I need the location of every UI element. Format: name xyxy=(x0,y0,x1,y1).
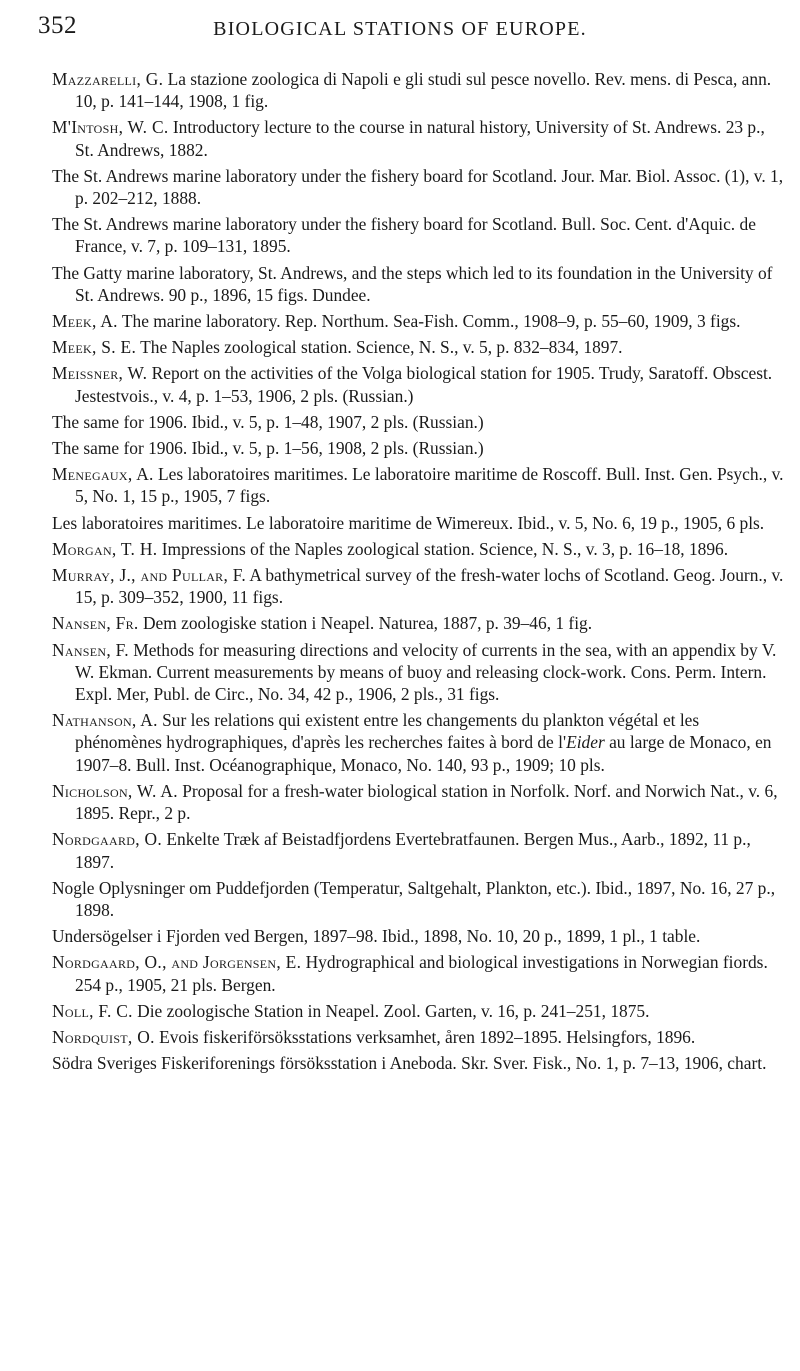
bibliography-entry xyxy=(52,437,787,459)
bibliography-entry xyxy=(52,639,787,706)
entry-text: Les laboratoires maritimes. Le laboratoire maritime de Wimereux. Ibid., v. 5, No. 6, 19 p., 1905, 6 pls. xyxy=(52,512,765,533)
bibliography-entry xyxy=(52,709,787,776)
entry-author: Meissner, W. xyxy=(52,363,148,384)
bibliography-entry xyxy=(52,1052,787,1074)
entry-text: Proposal for a fresh-water biological station in Norfolk. Norf. and Norwich Nat., v. 6, 1895. Repr., 2 p. xyxy=(75,780,778,824)
bibliography-entry xyxy=(52,116,787,160)
bibliography-entry xyxy=(52,68,787,112)
entry-author: Nordgaard, O., and Jorgensen, E. xyxy=(52,952,302,973)
entry-text: Dem zoologiske station i Neapel. Naturea, 1887, p. 39–46, 1 fig. xyxy=(138,613,593,634)
bibliography-entry xyxy=(52,564,787,608)
entry-text: The same for 1906. Ibid., v. 5, p. 1–56, 1908, 2 pls. (Russian.) xyxy=(52,438,484,459)
entry-text: Hydrographical and biological investigations in Norwegian fiords. 254 p., 1905, 21 pls. Bergen. xyxy=(75,952,768,995)
entry-text: The Gatty marine laboratory, St. Andrews, and the steps which led to its foundation in the University of St. Andrews. 90 p., 1896, 15 figs. Dundee. xyxy=(52,262,773,305)
bibliography-entry xyxy=(52,538,787,560)
entry-text: Die zoologische Station in Neapel. Zool. Garten, v. 16, p. 241–251, 1875. xyxy=(132,1000,650,1021)
entry-text: Undersögelser i Fjorden ved Bergen, 1897–98. Ibid., 1898, No. 10, 20 p., 1899, 1 pl., 1 table. xyxy=(52,926,701,947)
entry-text: The marine laboratory. Rep. Northum. Sea-Fish. Comm., 1908–9, p. 55–60, 1909, 3 figs. xyxy=(117,311,741,332)
entry-author: Nordquist, O. xyxy=(52,1026,155,1047)
bibliography-entry xyxy=(52,925,787,947)
entry-author: Nathanson, A. xyxy=(52,710,158,731)
entry-author: Nicholson, W. A. xyxy=(52,780,178,801)
entry-text: The Naples zoological station. Science, N. S., v. 5, p. 832–834, 1897. xyxy=(136,337,623,358)
entry-author: Nansen, F. xyxy=(52,639,129,660)
bibliography-entry xyxy=(52,828,787,872)
entry-text: The same for 1906. Ibid., v. 5, p. 1–48, 1907, 2 pls. (Russian.) xyxy=(52,411,484,432)
bibliography-entry xyxy=(52,463,787,507)
entry-italic-text: Eider xyxy=(566,732,605,753)
entry-author: M'Intosh, W. C. xyxy=(52,117,169,138)
bibliography-entry xyxy=(52,362,787,406)
entry-author: Nansen, Fr. xyxy=(52,613,139,634)
page-number: 352 xyxy=(38,12,77,39)
bibliography-entry xyxy=(52,951,787,995)
entry-text: Södra Sveriges Fiskeriforenings försöksstation i Aneboda. Skr. Sver. Fisk., No. 1, p. 7–13, 1906, chart. xyxy=(52,1053,767,1074)
entry-author: Noll, F. C. xyxy=(52,1000,133,1021)
bibliography-entry xyxy=(52,213,787,257)
entry-text-continued: au large de Monaco, en 1907–8. Bull. Inst. Océanographique, Monaco, No. 140, 93 p., 1909; 10 pls. xyxy=(75,732,772,775)
entry-text: Evois fiskeriförsöksstations verksamhet, åren 1892–1895. Helsingfors, 1896. xyxy=(154,1026,696,1047)
bibliography-entry xyxy=(52,336,787,358)
entry-author: Mazzarelli, G. xyxy=(52,69,164,89)
entry-text: Sur les relations qui existent entre les changements du plankton végétal et les phénomènes hydrographiques, d'après les recherches faites à bord de l' xyxy=(75,710,700,753)
bibliography-entry xyxy=(52,411,787,433)
entry-author: Morgan, T. H. xyxy=(52,538,158,559)
entry-author: Menegaux, A. xyxy=(52,464,154,485)
bibliography-entry xyxy=(52,165,787,209)
bibliography-entry xyxy=(52,877,787,921)
bibliography-entry xyxy=(52,612,787,634)
entry-text: A bathymetrical survey of the fresh-water lochs of Scotland. Geog. Journ., v. 15, p. 309–352, 1900, 11 figs. xyxy=(75,565,784,608)
entry-author: Meek, S. E. xyxy=(52,337,137,358)
entry-text: Report on the activities of the Volga biological station for 1905. Trudy, Saratoff. Obscest. Jestestvois., v. 4, p. 1–53, 1906, 2 pls. (Russian.) xyxy=(75,363,773,406)
running-head: BIOLOGICAL STATIONS OF EUROPE. xyxy=(213,18,587,40)
bibliography-entry xyxy=(52,780,787,824)
entry-author: Meek, A. xyxy=(52,311,118,332)
entry-author: Nordgaard, O. xyxy=(52,829,163,850)
entry-text: Enkelte Træk af Beistadfjordens Evertebratfaunen. Bergen Mus., Aarb., 1892, 11 p., 1897. xyxy=(75,829,751,872)
bibliography-entry xyxy=(52,1026,787,1048)
entry-text: Methods for measuring directions and velocity of currents in the sea, with an appendix by V. W. Ekman. Current measurements by means of buoy and releasing clock-work. Cons. Perm. Intern. Expl. Mer, Publ. de Circ., No. 34, 42 p., 1906, 2 pls., 31 figs. xyxy=(75,639,777,705)
entry-text: Impressions of the Naples zoological station. Science, N. S., v. 3, p. 16–18, 1896. xyxy=(157,538,729,559)
entry-text: Nogle Oplysninger om Puddefjorden (Temperatur, Saltgehalt, Plankton, etc.). Ibid., 1897, No. 16, 27 p., 1898. xyxy=(52,877,776,920)
entry-text: The St. Andrews marine laboratory under the fishery board for Scotland. Bull. Soc. Cent. d'Aquic. de France, v. 7, p. 109–131, 1895. xyxy=(52,214,756,257)
bibliography-entry xyxy=(52,262,787,306)
bibliography-entry xyxy=(52,310,787,332)
entry-author: Murray, J., and Pullar, F. xyxy=(52,565,247,586)
entry-text: La stazione zoologica di Napoli e gli studi sul pesce novello. Rev. mens. di Pesca, ann. 10, p. 141–144, 1908, 1 fig. xyxy=(75,69,772,112)
entry-text: Les laboratoires maritimes. Le laboratoire maritime de Roscoff. Bull. Inst. Gen. Psych., v. 5, No. 1, 15 p., 1905, 7 figs. xyxy=(75,464,784,507)
entry-text: The St. Andrews marine laboratory under the fishery board for Scotland. Jour. Mar. Biol. Assoc. (1), v. 1, p. 202–212, 1888. xyxy=(52,165,784,209)
entry-text: Introductory lecture to the course in natural history, University of St. Andrews. 23 p., St. Andrews, 1882. xyxy=(75,117,765,160)
bibliography-entry xyxy=(52,1000,787,1022)
bibliography-list xyxy=(52,68,787,1078)
bibliography-entry xyxy=(52,512,787,534)
